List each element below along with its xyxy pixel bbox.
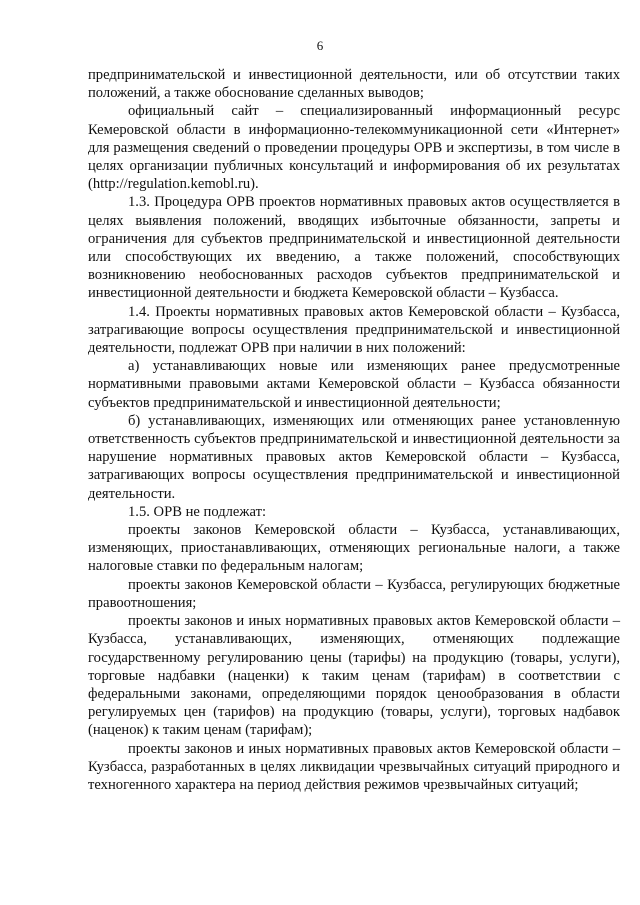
paragraph-1-4-a: а) устанавливающих новые или изменяющих ранее предусмотренные нормативными правовыми актами Кемеровской области – Кузбасса обязанности субъектов предпринимательской и инвестиционной деятельности; [88,358,620,411]
document-body [88,66,620,794]
paragraph-1-4: 1.4. Проекты нормативных правовых актов Кемеровской области – Кузбасса, затрагивающие вопросы осуществления предпринимательской и инвестиционной деятельности, подлежат ОРВ при наличии в них положений: [88,303,620,357]
paragraph-1-5: 1.5. ОРВ не подлежат: [128,503,266,520]
paragraph-continuation: предпринимательской и инвестиционной деятельности, или об отсутствии таких положений, а также обоснование сделанных выводов; [88,67,620,102]
page-number: 6 [316,38,324,53]
paragraph-official-site-definition: официальный сайт – специализированный информационный ресурс Кемеровской области в информационно-телекоммуникационной сети «Интернет» для размещения сведений о проведении процедуры ОРВ и экспертизы, в том числе в целях организации публичных консультаций и информирования об их результатах (http://regulation.kemobl.ru). [88,103,620,193]
list-item-budget-laws: проекты законов Кемеровской области – Кузбасса, регулирующих бюджетные правоотношения; [88,576,620,611]
list-item-price-regulation: проекты законов и иных нормативных правовых актов Кемеровской области – Кузбасса, устанавливающих, изменяющих, отменяющих подлежащие государственному регулированию цены (тарифы) на продукцию (товары, услуги), торговые надбавки (наценки) к таким ценам (тарифам) в соответствии с федеральными законами, определяющими порядок ценообразования в области регулируемых цен (тарифов) на продукцию (товары, услуги), торговых надбавок (наценок) к таким ценам (тарифам); [88,613,620,739]
list-item-tax-laws: проекты законов Кемеровской области – Кузбасса, устанавливающих, изменяющих, приостанавливающих, отменяющих региональные налоги, а также налоговые ставки по федеральным налогам; [88,522,620,575]
paragraph-1-4-b: б) устанавливающих, изменяющих или отменяющих ранее установленную ответственность субъектов предпринимательской и инвестиционной деятельности за нарушение нормативных правовых актов Кемеровской области – Кузбасса, затрагивающих вопросы осуществления предпринимательской и инвестиционной деятельности. [88,412,620,502]
paragraph-1-3: 1.3. Процедура ОРВ проектов нормативных правовых актов осуществляется в целях выявления положений, вводящих избыточные обязанности, запреты и ограничения для субъектов предпринимательской и инвестиционной деятельности или способствующих их введению, а также положений, способствующих возникновению необоснованных расходов субъектов предпринимательской и инвестиционной деятельности и бюджета Кемеровской области – Кузбасса. [88,194,620,302]
list-item-emergency-acts: проекты законов и иных нормативных правовых актов Кемеровской области – Кузбасса, разработанных в целях ликвидации чрезвычайных ситуаций природного и техногенного характера на период действия режимов чрезвычайных ситуаций; [88,740,620,793]
